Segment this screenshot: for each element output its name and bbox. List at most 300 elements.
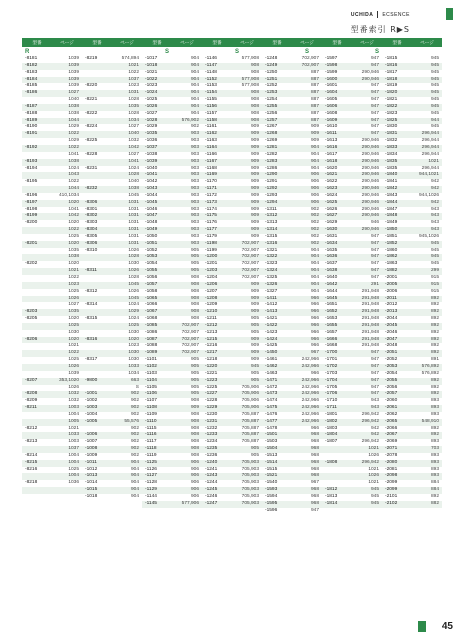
model-code: -2057	[385, 391, 398, 397]
table-row	[382, 186, 442, 193]
table-row	[202, 104, 262, 111]
model-code: -1819	[385, 83, 398, 89]
table-row	[22, 261, 82, 268]
model-code: -1152	[205, 76, 217, 82]
model-code	[82, 371, 112, 378]
page-ref: 945	[430, 254, 439, 260]
page-ref: 945	[430, 83, 439, 89]
table-row	[142, 385, 202, 392]
model-code: -1005	[85, 418, 98, 424]
table-row	[142, 193, 202, 200]
model-code: -1831	[385, 131, 398, 137]
model-code: -1026	[145, 103, 158, 109]
table-row	[22, 364, 82, 371]
model-code	[82, 145, 112, 152]
model-code: -1148	[205, 69, 217, 75]
page-ref: 1022	[68, 131, 79, 137]
page-ref: 905	[190, 247, 199, 253]
page-ref: 908	[190, 275, 199, 280]
table-row	[22, 467, 82, 474]
model-code: -1321	[265, 247, 278, 253]
page-ref: 904	[310, 144, 319, 150]
table-row	[82, 268, 142, 275]
page-ref: 906	[310, 199, 319, 205]
model-code	[82, 309, 112, 316]
page-ref: 968	[310, 459, 319, 465]
model-code: -1240	[205, 459, 218, 465]
model-code	[22, 494, 52, 501]
table-row	[382, 145, 442, 152]
page-ref: 947	[370, 62, 379, 68]
page-ref: 945	[430, 56, 439, 61]
page-ref: 966	[310, 322, 319, 328]
model-code	[22, 371, 52, 378]
page-ref: 705,887	[241, 432, 259, 438]
model-code	[82, 343, 112, 350]
page-ref: 966	[310, 316, 319, 322]
model-code: -1115	[145, 425, 157, 431]
page-ref: 903	[190, 131, 199, 137]
page-ref: 1023	[128, 343, 139, 349]
page-ref: 702,907	[241, 268, 259, 274]
page-ref: 902	[310, 227, 319, 233]
model-code	[82, 131, 112, 138]
page-ref: 296,944	[421, 151, 439, 157]
page-ref: 1031	[128, 227, 139, 233]
table-row	[82, 179, 142, 186]
model-code: -8192	[25, 144, 38, 150]
table-row	[202, 453, 262, 460]
model-code: -1147	[205, 62, 217, 68]
page-ref: 904	[190, 56, 199, 61]
page-ref: 1021	[428, 158, 439, 164]
page-ref: 1032	[68, 398, 79, 404]
table-row	[262, 254, 322, 261]
model-code: -1595	[265, 500, 278, 506]
model-code: -1008	[85, 446, 98, 452]
table-row	[22, 282, 82, 289]
page-ref: 905	[250, 452, 259, 458]
page-ref: 966	[310, 425, 319, 431]
table-row	[142, 118, 202, 125]
page-ref: 1021	[68, 343, 79, 349]
model-code: -1220	[205, 363, 218, 369]
model-code: -1636	[325, 254, 338, 260]
table-row	[382, 97, 442, 104]
page-ref: 705,906	[241, 384, 259, 390]
page-ref: 966	[310, 329, 319, 335]
page-ref: 1030	[128, 350, 139, 356]
page-ref: 904	[310, 275, 319, 280]
page-ref: 902	[130, 411, 139, 417]
page-ref: 1020	[68, 316, 79, 322]
page-ref: 892	[430, 350, 439, 356]
table-row	[382, 323, 442, 330]
header-code: 型番	[332, 40, 342, 46]
page-ref: 1021	[368, 466, 379, 472]
model-code: -1848	[385, 213, 398, 219]
model-code: -1608	[325, 110, 338, 116]
page-ref: 1028	[128, 172, 139, 178]
page-ref: 947	[370, 124, 379, 130]
model-code: -1521	[265, 473, 278, 479]
page-ref: 944	[430, 117, 439, 123]
page-ref: 296,942	[361, 411, 379, 417]
model-code: -1168	[205, 165, 217, 171]
page-ref: 1003	[68, 405, 79, 411]
table-row	[202, 77, 262, 84]
table-row	[82, 323, 142, 330]
model-code: -1231	[205, 418, 218, 424]
page-ref: 1038	[68, 158, 79, 164]
table-row	[142, 186, 202, 193]
table-row	[82, 97, 142, 104]
model-code	[82, 385, 112, 392]
page-ref: 945,1026	[418, 233, 439, 239]
model-code	[22, 227, 52, 234]
page-ref: 702,907	[181, 322, 199, 328]
model-code: -1035	[145, 131, 158, 137]
table-row	[82, 364, 142, 371]
model-code	[322, 480, 352, 487]
table-row	[382, 378, 442, 385]
page-ref: 892	[430, 494, 439, 499]
model-code: -1268	[265, 131, 278, 137]
model-code: -1037	[145, 144, 158, 150]
table-row	[382, 426, 442, 433]
table-row	[202, 419, 262, 426]
table-row	[322, 316, 382, 323]
page-ref: 892	[430, 336, 439, 342]
table-row	[22, 193, 82, 200]
model-code: -1316	[265, 240, 278, 246]
model-code: -1610	[325, 124, 338, 130]
table-row	[322, 70, 382, 77]
page-ref: 909	[250, 288, 259, 294]
page-ref: 909	[310, 131, 319, 137]
model-code: -1471	[265, 377, 278, 383]
model-code: -1233	[205, 432, 218, 438]
page-ref: 1039	[68, 83, 79, 89]
page-ref: 1026	[368, 473, 379, 479]
model-code: -1844	[385, 199, 398, 205]
page-ref: 1026	[368, 452, 379, 458]
table-row	[22, 275, 82, 282]
table-row	[262, 138, 322, 145]
table-row	[142, 172, 202, 179]
page-ref: 299	[430, 268, 439, 274]
page-ref: 1025	[68, 322, 79, 328]
model-code	[322, 453, 352, 460]
index-column	[202, 56, 262, 515]
table-row	[22, 439, 82, 446]
table-row	[322, 330, 382, 337]
table-row	[82, 289, 142, 296]
model-code: -1629	[325, 220, 338, 226]
page-ref: 908	[190, 439, 199, 445]
table-row	[82, 282, 142, 289]
model-code: -1618	[325, 158, 338, 164]
page-ref: 887	[310, 110, 319, 116]
model-code	[22, 152, 52, 159]
table-row	[202, 473, 262, 480]
model-code: -1327	[265, 288, 278, 294]
model-code: -1326	[265, 281, 278, 287]
header-page: ページ	[120, 40, 134, 46]
page-ref: 906	[190, 480, 199, 486]
page-ref: 902	[310, 220, 319, 226]
page-ref: 906	[190, 459, 199, 465]
table-row	[82, 90, 142, 97]
model-code: -1103	[145, 370, 157, 376]
model-code: -2053	[385, 363, 398, 369]
page-ref: 904	[190, 62, 199, 68]
model-code: -1598	[325, 62, 338, 68]
model-code: -1039	[145, 158, 158, 164]
model-code	[82, 159, 112, 166]
model-code: -8188	[25, 110, 38, 116]
page-ref: 296,942	[361, 418, 379, 424]
model-code	[82, 179, 112, 186]
page-ref: 290,946	[361, 213, 379, 219]
model-code: -1102	[145, 363, 157, 369]
model-code: -1637	[325, 261, 338, 267]
model-code: -1801	[325, 411, 338, 417]
model-code: -1808	[325, 459, 338, 465]
table-row	[22, 124, 82, 131]
page-ref: 705,887	[241, 439, 259, 445]
model-code	[82, 77, 112, 84]
page-ref: 1030	[128, 357, 139, 363]
table-row	[82, 467, 142, 474]
table-row	[202, 282, 262, 289]
table-row	[322, 398, 382, 405]
table-row	[202, 296, 262, 303]
page-ref: 909	[310, 124, 319, 130]
model-code: -1018	[85, 494, 98, 499]
table-row	[22, 371, 82, 378]
table-row	[322, 487, 382, 494]
table-row	[22, 330, 82, 337]
page-ref: 290,946	[361, 69, 379, 75]
table-row	[142, 398, 202, 405]
page-ref: 1045	[128, 281, 139, 287]
table-row	[322, 446, 382, 453]
page-ref: 905	[190, 363, 199, 369]
page-ref: 1027	[68, 302, 79, 308]
model-code: -1129	[145, 487, 157, 493]
table-row	[82, 70, 142, 77]
page-ref: 705,906	[241, 405, 259, 411]
page-ref: 1025	[128, 322, 139, 328]
page-ref: 968	[310, 487, 319, 493]
table-row	[22, 220, 82, 227]
table-row	[322, 412, 382, 419]
header-code: 型番	[212, 40, 222, 46]
table-row	[322, 104, 382, 111]
page-ref: 1038	[68, 103, 79, 109]
page-ref: 904	[130, 494, 139, 499]
table-row	[202, 309, 262, 316]
model-code: -1472	[265, 384, 278, 390]
page-ref: 947	[370, 370, 379, 376]
table-row	[22, 83, 82, 90]
model-code: -1623	[325, 186, 338, 192]
model-code: -1167	[205, 158, 217, 164]
header-code: 型番	[152, 40, 162, 46]
model-code: -8194	[25, 165, 38, 171]
page-ref: 1026	[128, 268, 139, 274]
table-row	[22, 118, 82, 125]
table-row	[262, 446, 322, 453]
table-row	[322, 172, 382, 179]
model-code: -1803	[325, 425, 338, 431]
page-ref: 291,948	[361, 288, 379, 294]
model-code: -1267	[265, 124, 278, 130]
header-group	[142, 40, 202, 46]
model-code: -1177	[205, 227, 217, 233]
page-ref: 702,907	[181, 350, 199, 356]
page-ref: 947	[370, 117, 379, 123]
table-row	[202, 124, 262, 131]
model-code: -1450	[265, 350, 278, 356]
page-ref: 577,906	[181, 500, 199, 506]
table-row	[262, 200, 322, 207]
table-row	[142, 316, 202, 323]
model-code: -1017	[145, 56, 158, 61]
table-row	[262, 90, 322, 97]
page-ref: 884	[430, 480, 439, 486]
brand-divider	[377, 11, 378, 18]
table-row	[142, 138, 202, 145]
model-code: -1046	[145, 206, 158, 212]
table-row	[262, 179, 322, 186]
table-row	[82, 56, 142, 63]
page-ref: 1040	[128, 179, 139, 185]
table-row	[322, 241, 382, 248]
table-row	[262, 350, 322, 357]
table-row	[382, 172, 442, 179]
model-code: -8214	[25, 452, 38, 458]
model-code: -1217	[205, 350, 218, 356]
model-code: -1164	[205, 144, 217, 150]
page-ref: 290,946	[361, 76, 379, 82]
page-ref: 905	[190, 391, 199, 397]
table-row	[322, 213, 382, 220]
table-row	[82, 446, 142, 453]
page-ref: 909	[250, 179, 259, 185]
page-ref: 290,946	[361, 172, 379, 178]
table-row	[262, 213, 322, 220]
table-row	[142, 234, 202, 241]
model-code: -1473	[265, 391, 278, 397]
model-code: -1025	[145, 97, 158, 103]
model-code	[322, 467, 352, 474]
model-code	[82, 254, 112, 261]
table-row	[22, 398, 82, 405]
table-row	[382, 385, 442, 392]
model-code: -1057	[145, 281, 158, 287]
table-row	[382, 480, 442, 487]
table-row	[202, 70, 262, 77]
page-ref: 902	[130, 432, 139, 438]
page-ref: 968	[310, 432, 319, 438]
index-column	[262, 56, 322, 515]
table-row	[262, 131, 322, 138]
page-ref: 1026	[68, 384, 79, 390]
page-ref: 905	[190, 268, 199, 274]
header-code: 型番	[92, 40, 102, 46]
model-code: -1221	[205, 370, 218, 376]
model-code: -1666	[325, 336, 338, 342]
table-row	[382, 111, 442, 118]
page-ref: 705,903	[241, 466, 259, 472]
model-code	[82, 104, 112, 111]
page-ref: 902	[310, 206, 319, 212]
page-ref: 942	[430, 179, 439, 185]
page-ref: 1024	[128, 316, 139, 322]
page-ref: 904	[130, 466, 139, 472]
table-row	[142, 412, 202, 419]
table-row	[142, 302, 202, 309]
model-code: -1044	[145, 192, 158, 198]
table-row	[142, 282, 202, 289]
table-row	[382, 83, 442, 90]
page-ref: 909	[250, 151, 259, 157]
model-code: -1021	[145, 69, 158, 75]
table-row	[382, 213, 442, 220]
model-code: -2062	[385, 411, 398, 417]
table-row	[22, 480, 82, 487]
model-code: -1126	[145, 466, 157, 472]
model-code: -8206	[25, 336, 38, 342]
table-row	[202, 131, 262, 138]
model-code: -1038	[145, 151, 158, 157]
model-code: -1049	[145, 227, 158, 233]
page-ref: 909	[190, 405, 199, 411]
model-code: -1157	[205, 110, 217, 116]
table-row	[82, 309, 142, 316]
page-ref: 909	[250, 227, 259, 233]
model-code: -1822	[385, 103, 398, 109]
table-row	[142, 487, 202, 494]
model-code: -1104	[145, 377, 157, 383]
table-row	[382, 432, 442, 439]
model-code: -1067	[145, 309, 158, 315]
page-ref: 290,946	[361, 192, 379, 198]
table-row	[262, 193, 322, 200]
model-code: -8185	[25, 83, 38, 89]
table-row	[22, 104, 82, 111]
model-code: -1421	[265, 316, 278, 322]
table-row	[202, 426, 262, 433]
page-ref: 242,966	[301, 411, 319, 417]
page-ref: 902	[190, 124, 199, 130]
page-ref: 904	[190, 76, 199, 82]
model-code: -1613	[325, 138, 338, 144]
table-row	[22, 494, 82, 501]
model-code: -8302	[85, 213, 98, 219]
table-row	[262, 337, 322, 344]
page-ref: 903	[190, 227, 199, 233]
model-code: -1009	[85, 452, 98, 458]
page-ref: 893	[430, 466, 439, 472]
table-row	[22, 473, 82, 480]
table-row	[262, 248, 322, 255]
model-code: -8200	[25, 220, 38, 226]
model-code: -1253	[265, 90, 278, 96]
page-ref: 1040	[68, 97, 79, 103]
